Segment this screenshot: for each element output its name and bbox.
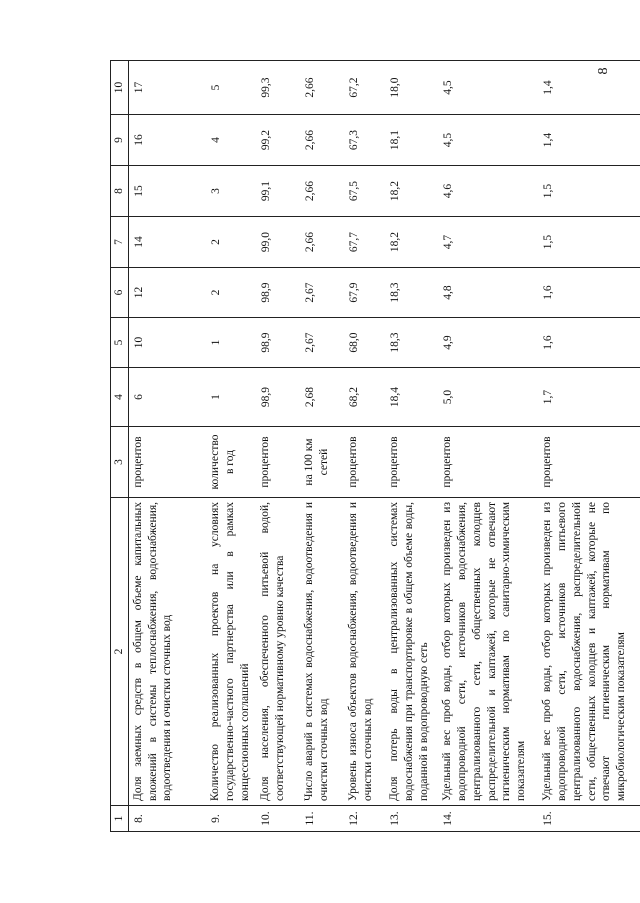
table-row [206,61,256,832]
value-cell: 4,8 [438,268,538,318]
unit-of-measure: процентов [256,427,300,498]
value-cell: 14 [128,217,206,268]
value-cell: 18,0 [385,61,438,115]
value-cell: 98,9 [256,368,300,427]
header-cell: 10 [111,61,129,115]
value-cell: 18,3 [385,268,438,318]
value-cell: 99,2 [256,115,300,166]
value-cell: 2,66 [300,61,344,115]
indicator-name: Уровень износа объектов водоснабжения, водоотведения и очистки сточных вод [344,498,385,806]
value-cell: 68,2 [344,368,385,427]
row-number: 15. [538,806,640,832]
page-number: 8 [596,67,611,75]
value-cell: 1,5 [538,166,640,217]
value-cell: 18,2 [385,166,438,217]
value-cell: 4,6 [438,166,538,217]
header-cell: 3 [111,427,129,498]
value-cell: 1,4 [538,61,640,115]
header-cell: 7 [111,217,129,268]
value-cell: 4 [206,115,256,166]
value-cell: 18,1 [385,115,438,166]
indicator-name: Удельный вес проб воды, отбор которых произведен из водопроводной сети, источников водоснабжения, централизованного сети, общественных колодцев распределительной и каптажей, которые не отвечают гигиеническим нормативам по санитарно-химическим показателям [438,498,538,806]
table-row [300,61,344,832]
value-cell: 2,66 [300,166,344,217]
value-cell: 1 [206,318,256,368]
value-cell: 6 [128,368,206,427]
value-cell: 2,68 [300,368,344,427]
header-row [111,61,129,832]
indicator-name: Количество реализованных проектов на условиях государственно-частного партнерства или в рамках концессионных соглашений [206,498,256,806]
table-row [128,61,206,832]
value-cell: 4,5 [438,61,538,115]
value-cell: 67,2 [344,61,385,115]
row-number: 10. [256,806,300,832]
value-cell: 4,5 [438,115,538,166]
value-cell: 3 [206,166,256,217]
value-cell: 1,7 [538,368,640,427]
value-cell: 12 [128,268,206,318]
value-cell: 2,67 [300,268,344,318]
value-cell: 1,5 [538,217,640,268]
unit-of-measure: процентов [344,427,385,498]
value-cell: 4,7 [438,217,538,268]
value-cell: 99,0 [256,217,300,268]
unit-of-measure: на 100 км сетей [300,427,344,498]
table-body [128,61,640,832]
value-cell: 5 [206,61,256,115]
value-cell: 16 [128,115,206,166]
header-cell: 9 [111,115,129,166]
row-number: 14. [438,806,538,832]
table-row [438,61,538,832]
indicator-name: Число аварий в системах водоснабжения, водоотведения и очистки сточных вод [300,498,344,806]
value-cell: 2,66 [300,217,344,268]
value-cell: 67,7 [344,217,385,268]
row-number: 13. [385,806,438,832]
value-cell: 2,67 [300,318,344,368]
row-number: 9. [206,806,256,832]
row-number: 11. [300,806,344,832]
value-cell: 98,9 [256,318,300,368]
table-row [385,61,438,832]
indicator-name: Доля заемных средств в общем объеме капитальных вложений в системы теплоснабжения, водоснабжения, водоотведения и очистки сточных вод [128,498,206,806]
indicator-name: Доля потерь воды в централизованных системах водоснабжения при транспортировке в общем объеме воды, поданной в водопроводную сеть [385,498,438,806]
value-cell: 5,0 [438,368,538,427]
unit-of-measure: процентов [438,427,538,498]
value-cell: 1,4 [538,115,640,166]
value-cell: 18,4 [385,368,438,427]
value-cell: 98,9 [256,268,300,318]
row-number: 8. [128,806,206,832]
value-cell: 1 [206,368,256,427]
indicators-table [110,60,640,832]
value-cell: 18,3 [385,318,438,368]
value-cell: 10 [128,318,206,368]
header-cell: 2 [111,498,129,806]
value-cell: 99,3 [256,61,300,115]
header-cell: 6 [111,268,129,318]
unit-of-measure: процентов [538,427,640,498]
value-cell: 18,2 [385,217,438,268]
value-cell: 4,9 [438,318,538,368]
header-cell: 5 [111,318,129,368]
value-cell: 67,3 [344,115,385,166]
table-row [344,61,385,832]
value-cell: 2 [206,268,256,318]
value-cell: 1,6 [538,318,640,368]
indicator-name: Доля населения, обеспеченного питьевой водой, соответствующей нормативному уровню качества [256,498,300,806]
value-cell: 99,1 [256,166,300,217]
table-row [538,61,640,832]
table-row [256,61,300,832]
header-cell: 4 [111,368,129,427]
header-cell: 8 [111,166,129,217]
rotated-table-area [110,61,628,832]
value-cell: 17 [128,61,206,115]
unit-of-measure: количество в год [206,427,256,498]
unit-of-measure: процентов [128,427,206,498]
value-cell: 68,0 [344,318,385,368]
value-cell: 1,6 [538,268,640,318]
value-cell: 67,5 [344,166,385,217]
row-number: 12. [344,806,385,832]
value-cell: 2 [206,217,256,268]
value-cell: 15 [128,166,206,217]
value-cell: 67,9 [344,268,385,318]
value-cell: 2,66 [300,115,344,166]
indicator-name: Удельный вес проб воды, отбор которых произведен из водопроводной сети, источников питьевого централизованного водоснабжения, распределительной сети, общественных колодцев и каптажей, которые не отвечают гигиеническим нормативам по микробиологическим показателям [538,498,640,806]
header-cell: 1 [111,806,129,832]
unit-of-measure: процентов [385,427,438,498]
